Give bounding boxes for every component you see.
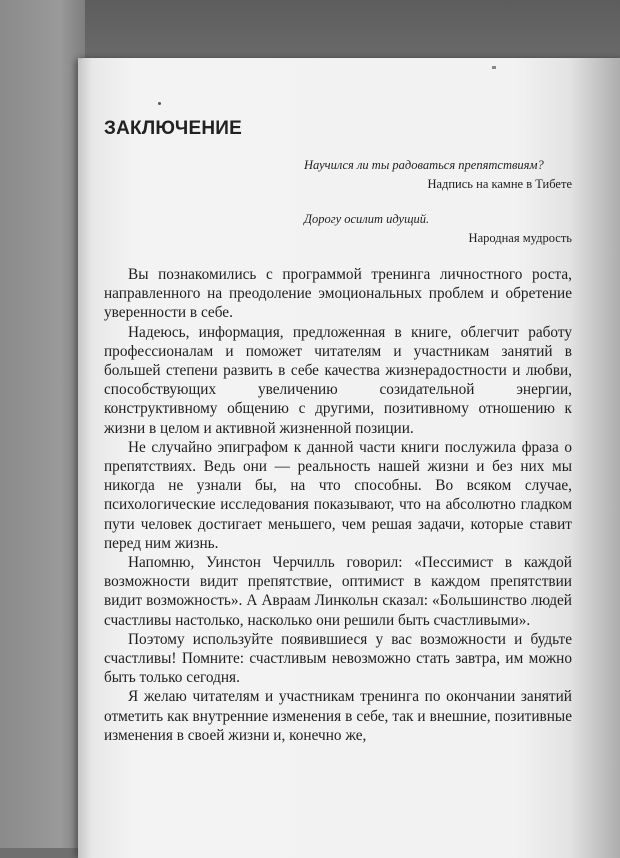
epigraph-2 — [304, 211, 572, 247]
epigraph-1 — [304, 157, 572, 193]
page-content — [104, 118, 572, 745]
paragraph: Поэтому используйте появившиеся у вас возможности и будьте счастливы! Помните: счастливым невозможно стать завтра, им можно быть только сегодня. — [104, 630, 572, 687]
epigraph-quote: Научился ли ты радоваться препятствиям? — [304, 158, 544, 172]
body-text — [104, 265, 572, 745]
epigraph-source: Народная мудрость — [468, 231, 572, 245]
paragraph: Не случайно эпиграфом к данной части книги послужила фраза о препятствиях. Ведь они — реальность нашей жизни и без них мы никогда не узнали бы, на что способны. Во всяком случае, психологические исследования показывают, что на абсолютно гладком пути человек достигает меньшего, чем решая задачи, которые ставит перед ним жизнь. — [104, 438, 572, 552]
paragraph: Надеюсь, информация, предложенная в книге, облегчит работу профессионалам и поможет читателям и участникам занятий в большей степени развить в себе качества жизнерадостности и любви, способствующих увеличению созидательной энергии, конструктивному общению с другими, позитивному отношению к жизни в целом и активной жизненной позиции. — [104, 323, 572, 437]
paragraph: Напомню, Уинстон Черчилль говорил: «Пессимист в каждой возможности видит препятствие, оптимист в каждом препятствии видит возможность». А Авраам Линкольн сказал: «Большинство людей счастливы настолько, насколько они решили быть счастливыми». — [104, 554, 572, 629]
epigraph-quote: Дорогу осилит идущий. — [304, 212, 430, 226]
book-spine-edge — [0, 0, 85, 848]
chapter-title: ЗАКЛЮЧЕНИЕ — [104, 118, 242, 139]
paragraph: Я желаю читателям и участникам тренинга по окончании занятий отметить как внутренние изменения в себе, так и внешние, позитивные изменения в своей жизни и, конечно же, — [104, 688, 572, 744]
epigraph-source: Надпись на камне в Тибете — [427, 177, 572, 191]
paragraph: Вы познакомились с программой тренинга личностного роста, направленного на преодоление эмоциональных проблем и обретение уверенности в себе. — [104, 266, 572, 322]
print-speck — [158, 102, 161, 105]
page-mark — [492, 66, 496, 69]
